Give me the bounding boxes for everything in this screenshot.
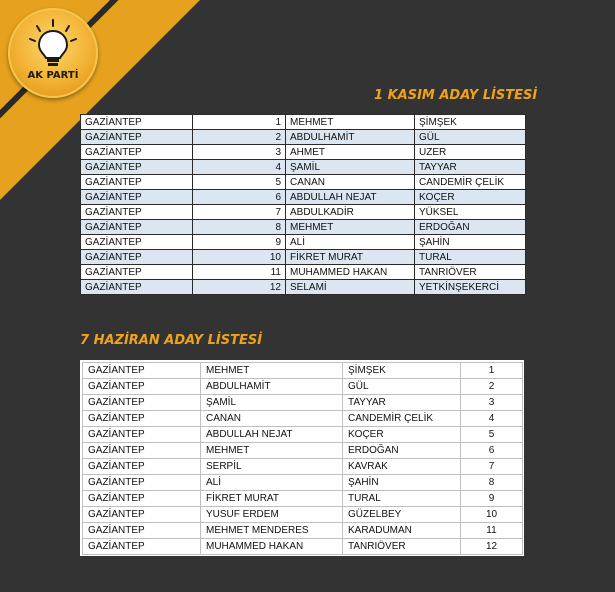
cell-sira: 2 bbox=[193, 130, 286, 145]
cell-il: GAZİANTEP bbox=[81, 280, 193, 295]
table-row bbox=[83, 411, 523, 427]
cell-ad: ŞAMİL bbox=[201, 395, 343, 411]
cell-soyad: TURAL bbox=[343, 491, 461, 507]
cell-soyad: YÜKSEL bbox=[415, 205, 526, 220]
cell-il: GAZİANTEP bbox=[83, 379, 201, 395]
cell-sira: 5 bbox=[461, 427, 523, 443]
cell-sira: 10 bbox=[461, 507, 523, 523]
cell-il: GAZİANTEP bbox=[81, 265, 193, 280]
kasim-list-title: 1 KASIM ADAY LİSTESİ bbox=[374, 88, 538, 103]
cell-il: GAZİANTEP bbox=[81, 175, 193, 190]
cell-sira: 11 bbox=[193, 265, 286, 280]
cell-ad: MEHMET MENDERES bbox=[201, 523, 343, 539]
cell-ad: ABDULHAMİT bbox=[201, 379, 343, 395]
cell-soyad: TAYYAR bbox=[415, 160, 526, 175]
table-row bbox=[81, 145, 526, 160]
cell-il: GAZİANTEP bbox=[83, 443, 201, 459]
cell-soyad: CANDEMİR ÇELİK bbox=[415, 175, 526, 190]
cell-ad: SELAMİ bbox=[286, 280, 415, 295]
cell-ad: MUHAMMED HAKAN bbox=[286, 265, 415, 280]
cell-soyad: ŞAHİN bbox=[343, 475, 461, 491]
cell-sira: 3 bbox=[193, 145, 286, 160]
haziran-candidate-table bbox=[82, 362, 523, 555]
cell-sira: 12 bbox=[461, 539, 523, 555]
cell-ad: MEHMET bbox=[201, 443, 343, 459]
cell-il: GAZİANTEP bbox=[83, 523, 201, 539]
cell-sira: 6 bbox=[193, 190, 286, 205]
cell-sira: 7 bbox=[193, 205, 286, 220]
cell-ad: SERPİL bbox=[201, 459, 343, 475]
cell-ad: MEHMET bbox=[286, 115, 415, 130]
cell-soyad: GÜL bbox=[343, 379, 461, 395]
cell-il: GAZİANTEP bbox=[83, 427, 201, 443]
cell-sira: 7 bbox=[461, 459, 523, 475]
cell-sira: 9 bbox=[461, 491, 523, 507]
cell-ad: ABDULKADİR bbox=[286, 205, 415, 220]
table-row bbox=[81, 265, 526, 280]
ak-parti-logo bbox=[8, 8, 98, 98]
cell-soyad: YETKİNŞEKERCİ bbox=[415, 280, 526, 295]
cell-soyad: ŞİMŞEK bbox=[343, 363, 461, 379]
cell-soyad: GÜZELBEY bbox=[343, 507, 461, 523]
table-row bbox=[81, 160, 526, 175]
table-row bbox=[81, 175, 526, 190]
cell-soyad: TANRIÖVER bbox=[343, 539, 461, 555]
cell-ad: CANAN bbox=[201, 411, 343, 427]
table-row bbox=[83, 443, 523, 459]
table-row bbox=[81, 250, 526, 265]
cell-il: GAZİANTEP bbox=[81, 130, 193, 145]
cell-il: GAZİANTEP bbox=[81, 220, 193, 235]
cell-soyad: ERDOĞAN bbox=[343, 443, 461, 459]
cell-soyad: TANRIÖVER bbox=[415, 265, 526, 280]
kasim-candidate-table bbox=[80, 114, 526, 295]
cell-soyad: TURAL bbox=[415, 250, 526, 265]
cell-il: GAZİANTEP bbox=[81, 190, 193, 205]
cell-ad: FİKRET MURAT bbox=[201, 491, 343, 507]
haziran-list-title: 7 HAZİRAN ADAY LİSTESİ bbox=[80, 333, 263, 348]
cell-ad: ABDULHAMİT bbox=[286, 130, 415, 145]
table-row bbox=[81, 220, 526, 235]
cell-il: GAZİANTEP bbox=[83, 411, 201, 427]
cell-ad: ABDULLAH NEJAT bbox=[286, 190, 415, 205]
cell-il: GAZİANTEP bbox=[83, 395, 201, 411]
cell-soyad: KOÇER bbox=[415, 190, 526, 205]
table-row bbox=[83, 459, 523, 475]
table-row bbox=[83, 427, 523, 443]
cell-il: GAZİANTEP bbox=[83, 475, 201, 491]
cell-soyad: GÜL bbox=[415, 130, 526, 145]
cell-sira: 1 bbox=[193, 115, 286, 130]
cell-sira: 5 bbox=[193, 175, 286, 190]
cell-sira: 11 bbox=[461, 523, 523, 539]
table-row bbox=[81, 235, 526, 250]
cell-sira: 8 bbox=[193, 220, 286, 235]
cell-soyad: TAYYAR bbox=[343, 395, 461, 411]
cell-il: GAZİANTEP bbox=[81, 160, 193, 175]
cell-ad: FİKRET MURAT bbox=[286, 250, 415, 265]
cell-il: GAZİANTEP bbox=[83, 459, 201, 475]
cell-sira: 2 bbox=[461, 379, 523, 395]
cell-sira: 10 bbox=[193, 250, 286, 265]
table-row bbox=[83, 379, 523, 395]
cell-soyad: ERDOĞAN bbox=[415, 220, 526, 235]
table-row bbox=[81, 280, 526, 295]
cell-il: GAZİANTEP bbox=[81, 145, 193, 160]
lightbulb-icon bbox=[10, 10, 96, 96]
cell-sira: 9 bbox=[193, 235, 286, 250]
table-row bbox=[83, 475, 523, 491]
cell-ad: MEHMET bbox=[201, 363, 343, 379]
cell-sira: 4 bbox=[193, 160, 286, 175]
cell-il: GAZİANTEP bbox=[83, 363, 201, 379]
cell-soyad: ŞAHİN bbox=[415, 235, 526, 250]
cell-ad: ABDULLAH NEJAT bbox=[201, 427, 343, 443]
table-row bbox=[83, 395, 523, 411]
cell-il: GAZİANTEP bbox=[81, 235, 193, 250]
cell-ad: AHMET bbox=[286, 145, 415, 160]
cell-soyad: ŞİMŞEK bbox=[415, 115, 526, 130]
cell-ad: MEHMET bbox=[286, 220, 415, 235]
cell-ad: ALİ bbox=[286, 235, 415, 250]
table-row bbox=[81, 130, 526, 145]
table-row bbox=[83, 363, 523, 379]
cell-ad: MUHAMMED HAKAN bbox=[201, 539, 343, 555]
cell-soyad: KARADUMAN bbox=[343, 523, 461, 539]
table-row bbox=[83, 539, 523, 555]
table-row bbox=[83, 523, 523, 539]
cell-il: GAZİANTEP bbox=[83, 491, 201, 507]
cell-sira: 6 bbox=[461, 443, 523, 459]
cell-il: GAZİANTEP bbox=[81, 205, 193, 220]
table-row bbox=[81, 115, 526, 130]
cell-soyad: KOÇER bbox=[343, 427, 461, 443]
cell-il: GAZİANTEP bbox=[83, 507, 201, 523]
cell-ad: CANAN bbox=[286, 175, 415, 190]
cell-sira: 8 bbox=[461, 475, 523, 491]
logo-text: AK PARTİ bbox=[27, 70, 79, 81]
cell-sira: 1 bbox=[461, 363, 523, 379]
cell-soyad: KAVRAK bbox=[343, 459, 461, 475]
cell-sira: 3 bbox=[461, 395, 523, 411]
cell-il: GAZİANTEP bbox=[81, 115, 193, 130]
table-row bbox=[83, 491, 523, 507]
cell-sira: 4 bbox=[461, 411, 523, 427]
haziran-table-frame bbox=[80, 360, 524, 556]
cell-soyad: CANDEMİR ÇELİK bbox=[343, 411, 461, 427]
cell-sira: 12 bbox=[193, 280, 286, 295]
table-row bbox=[83, 507, 523, 523]
table-row bbox=[81, 190, 526, 205]
cell-il: GAZİANTEP bbox=[83, 539, 201, 555]
cell-ad: YUSUF ERDEM bbox=[201, 507, 343, 523]
table-row bbox=[81, 205, 526, 220]
cell-soyad: UZER bbox=[415, 145, 526, 160]
cell-ad: ALİ bbox=[201, 475, 343, 491]
cell-ad: ŞAMİL bbox=[286, 160, 415, 175]
cell-il: GAZİANTEP bbox=[81, 250, 193, 265]
